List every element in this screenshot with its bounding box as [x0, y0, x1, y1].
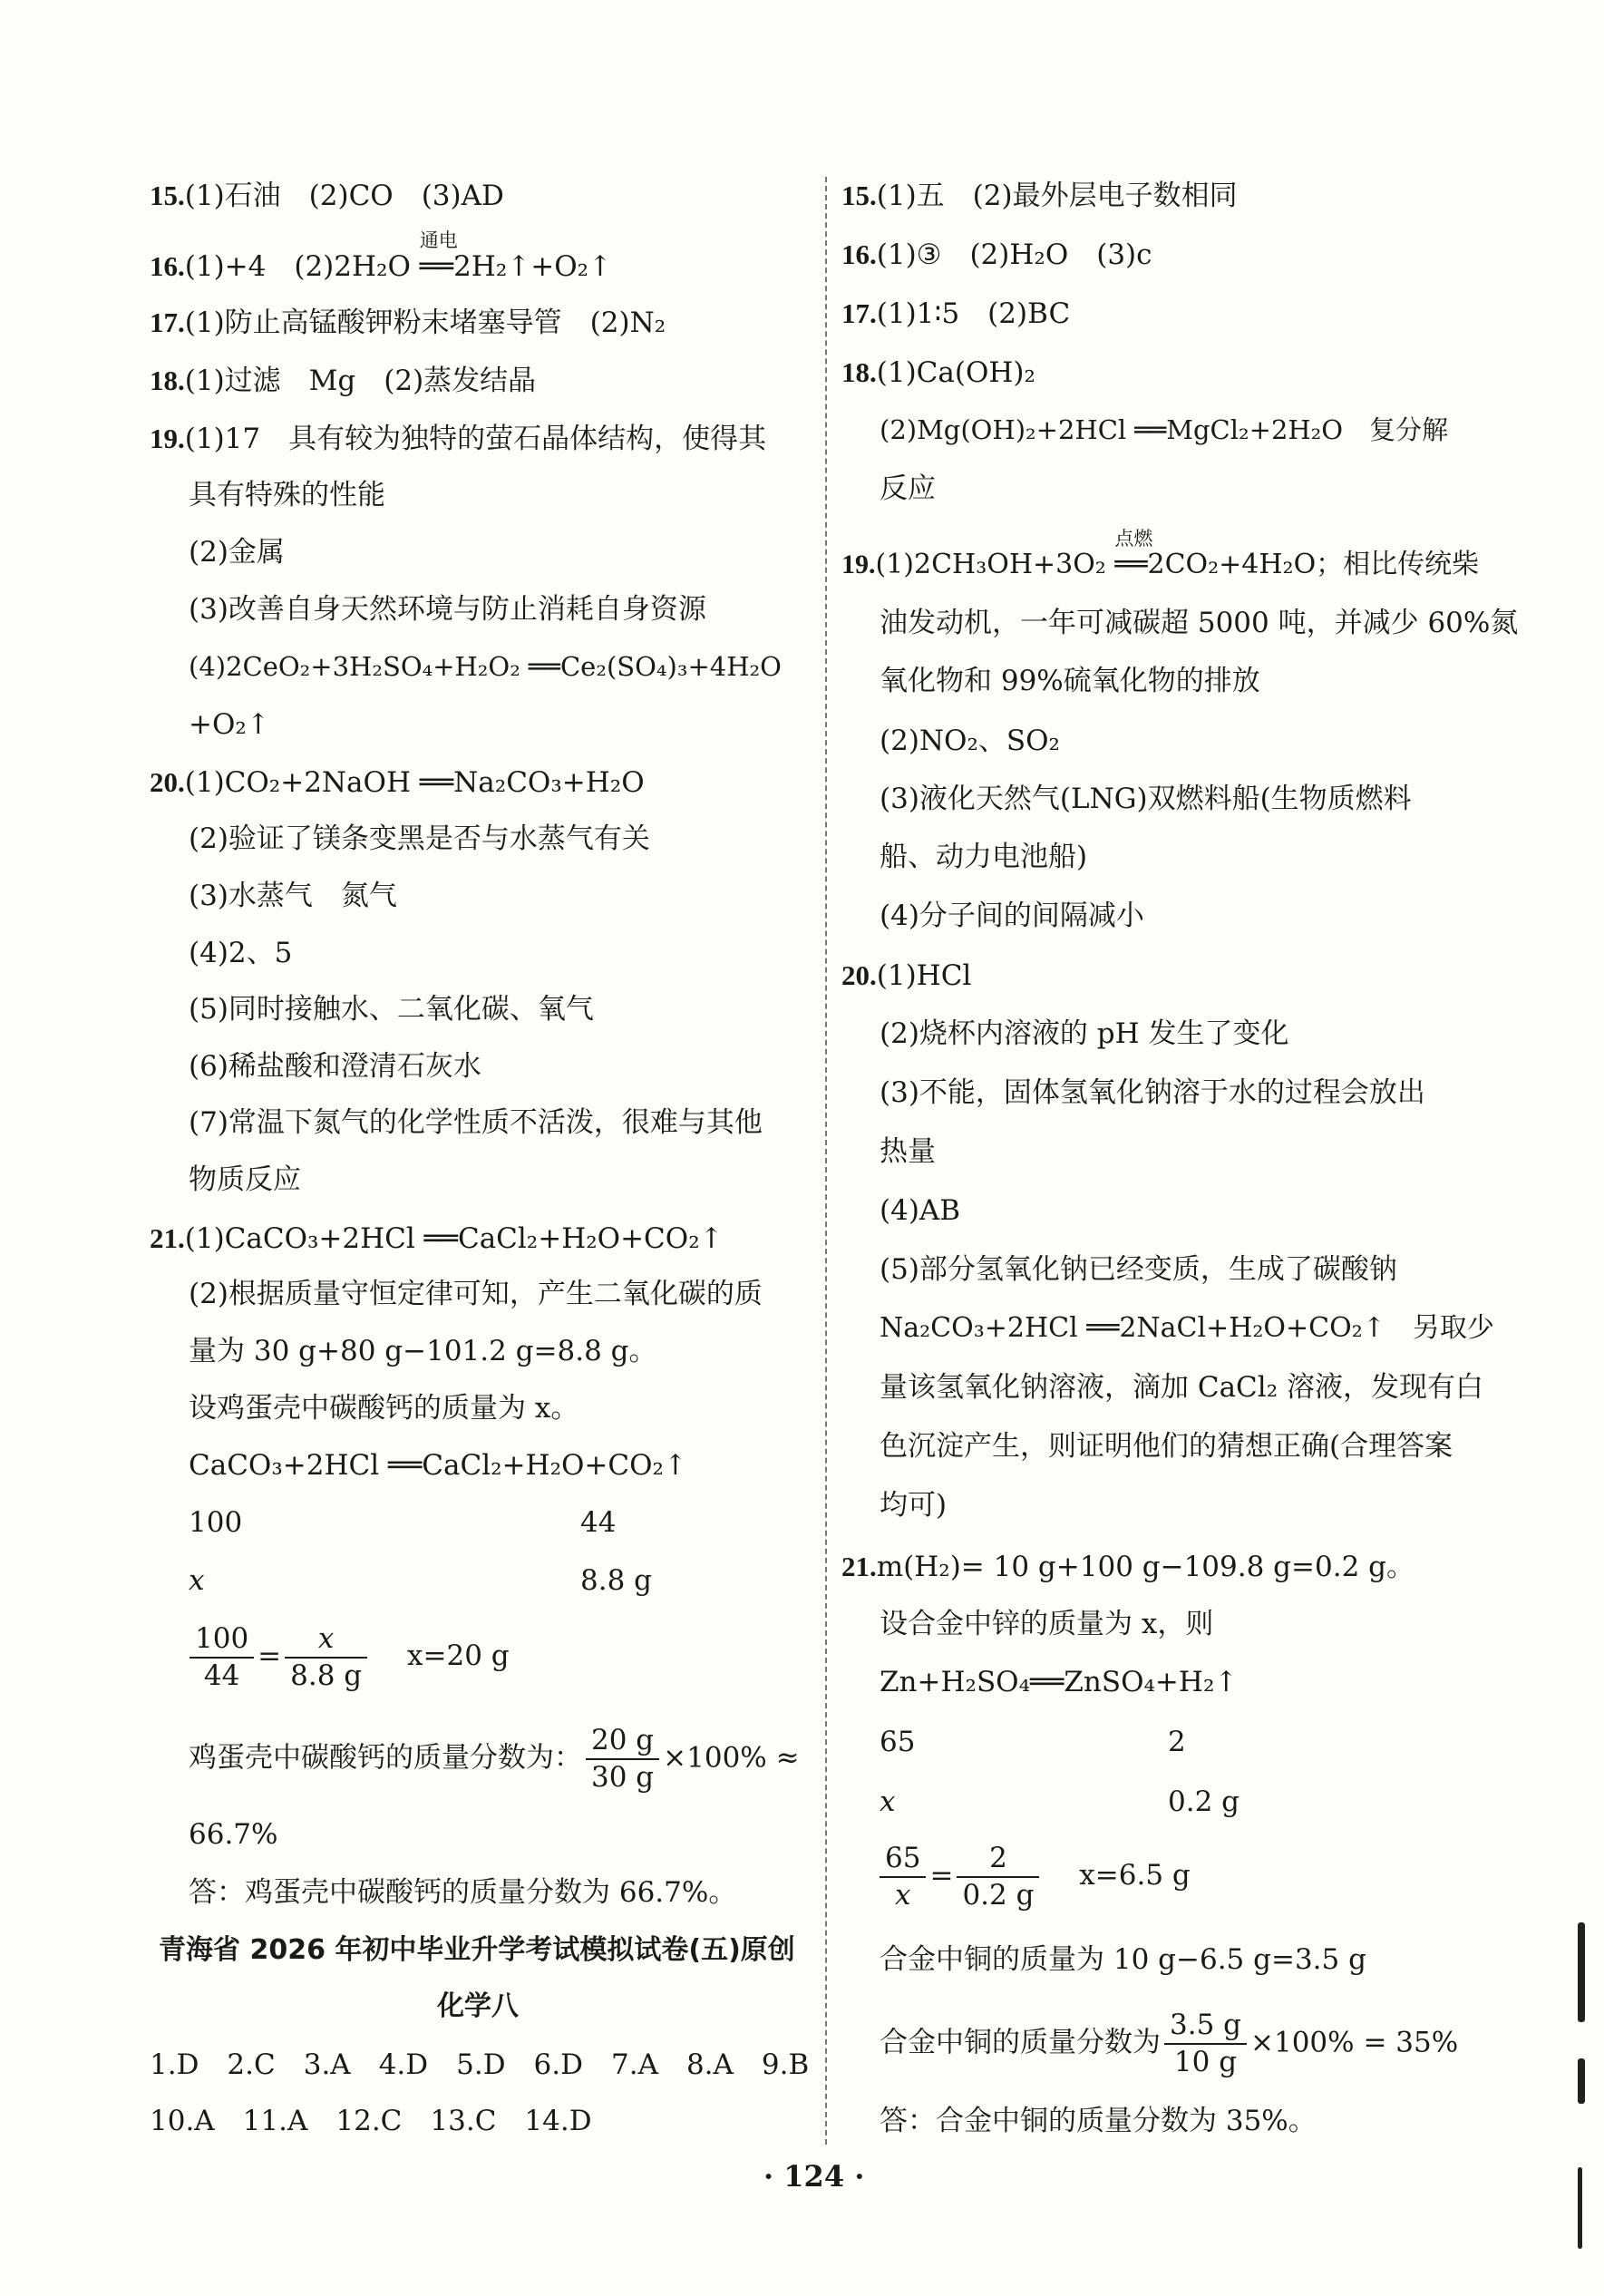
calc-mass-row-2b: 0.2 g: [1168, 1785, 1239, 1818]
left-line-1: [150, 229, 613, 283]
line-text: (1)Ca(OH)₂: [876, 356, 1035, 389]
right-line-18: (5)部分氢氧化钠已经变质，生成了碳酸钠: [880, 1253, 1397, 1286]
line-text: (1)五 (2)最外层电子数相同: [876, 180, 1238, 212]
denominator: 10 g: [1173, 2045, 1238, 2078]
right-line-13: [841, 961, 971, 990]
line-text: ×100% ≈: [663, 1741, 800, 1775]
scan-edge-mark: [1578, 1922, 1585, 2022]
right-line-17: (4)AB: [880, 1194, 961, 1227]
right-line-0: [841, 181, 1238, 210]
line-text: 鸡蛋壳中碳酸钙的质量分数为：: [189, 1741, 582, 1775]
denominator: 0.2 g: [962, 1878, 1035, 1912]
right-line-8: 氧化物和 99%硫氧化物的排放: [880, 665, 1260, 697]
line-text: 2CO₂+4H₂O；相比传统柴: [1147, 549, 1480, 580]
equals-sign: =: [258, 1639, 282, 1673]
question-number: 20.: [841, 959, 877, 991]
percentage-equation: [189, 1723, 800, 1795]
left-line-8: (4)2CeO₂+3H₂SO₄+H₂O₂ ══Ce₂(SO₄)₃+4H₂O: [189, 651, 782, 682]
fraction: [190, 1621, 254, 1694]
calc-mass-row-2b: 8.8 g: [580, 1564, 652, 1597]
fraction: [586, 1723, 659, 1795]
left-line-4: [150, 424, 766, 453]
equals-sign: ══: [1114, 549, 1148, 580]
left-line-11: (2)验证了镁条变黑是否与水蒸气有关: [189, 822, 650, 855]
right-line-3: [841, 358, 1035, 387]
calc-mass-row-1a: 65: [880, 1726, 916, 1758]
question-number: 16.: [841, 238, 877, 270]
line-text: (1)CO₂+2NaOH ══Na₂CO₃+H₂O: [184, 766, 645, 799]
right-line-25: Zn+H₂SO₄══ZnSO₄+H₂↑: [880, 1666, 1239, 1698]
left-line-13: (4)2、5: [189, 937, 293, 969]
right-line-9: (2)NO₂、SO₂: [880, 725, 1060, 757]
denominator: 30 g: [591, 1760, 655, 1794]
equals-sign: =: [929, 1859, 954, 1892]
answer-text: 答：合金中铜的质量分数为 35%。: [880, 2105, 1317, 2137]
scan-edge-mark: [1578, 2058, 1585, 2104]
line-text: (1)+4 (2)2H₂O: [184, 250, 411, 283]
equals-sign: ══: [419, 250, 454, 283]
question-number: 21.: [841, 1551, 877, 1582]
line-text: ×100% = 35%: [1250, 2026, 1459, 2059]
right-line-2: [841, 299, 1070, 328]
line-text: (1)石油 (2)CO (3)AD: [184, 180, 504, 212]
line-text: (1)防止高锰酸钾粉末堵塞导管 (2)N₂: [184, 306, 666, 339]
left-line-5: 具有特殊的性能: [189, 479, 385, 511]
numerator: 3.5 g: [1164, 2008, 1247, 2045]
proportion-equation: [186, 1621, 510, 1694]
choice-answers-1: 1.D 2.C 3.A 4.D 5.D 6.D 7.A 8.A 9.B: [150, 2048, 810, 2081]
left-line-12: (3)水蒸气 氮气: [189, 880, 397, 912]
denominator: 8.8 g: [290, 1659, 363, 1692]
line-text: (1)CaCO₃+2HCl ══CaCl₂+H₂O+CO₂↑: [184, 1222, 724, 1255]
scan-edge-mark: [1578, 2167, 1582, 2249]
fraction: [285, 1621, 367, 1694]
right-line-16: 热量: [880, 1135, 936, 1168]
numerator: 100: [190, 1621, 254, 1659]
line-text: 合金中铜的质量分数为: [880, 2026, 1161, 2059]
fraction: [1164, 2008, 1247, 2080]
reaction-arrow: [419, 229, 458, 283]
left-line-0: [150, 181, 504, 210]
left-line-16: (7)常温下氮气的化学性质不活泼，很难与其他: [189, 1106, 763, 1139]
percentage-equation: [880, 2008, 1458, 2080]
proportion-equation: [876, 1841, 1191, 1913]
line-text: (1)HCl: [876, 959, 972, 992]
question-number: 17.: [150, 306, 185, 338]
numerator: 65: [880, 1841, 926, 1878]
calc-mass-row-1b: 2: [1168, 1726, 1186, 1758]
fraction: [880, 1841, 926, 1913]
right-line-11: 船、动力电池船): [880, 841, 1088, 873]
numerator: x: [285, 1621, 367, 1659]
question-number: 19.: [841, 550, 876, 579]
section-title: 青海省 2026 年初中毕业升学考试模拟试卷(五)原创: [159, 1934, 795, 1966]
line-text: (1)③ (2)H₂O (3)c: [876, 238, 1152, 271]
left-line-19: (2)根据质量守恒定律可知，产生二氧化碳的质: [189, 1278, 763, 1310]
numerator: 2: [957, 1841, 1039, 1878]
column-divider: [825, 177, 827, 2145]
page-number: · 124 ·: [763, 2159, 865, 2194]
left-line-18: [150, 1224, 724, 1253]
reaction-condition: 通电: [419, 229, 458, 251]
numerator: 20 g: [586, 1723, 659, 1760]
question-number: 20.: [150, 766, 185, 798]
left-line-17: 物质反应: [189, 1163, 301, 1196]
question-number: 18.: [150, 365, 185, 396]
line-text: m(H₂)= 10 g+100 g−109.8 g=0.2 g。: [876, 1551, 1415, 1583]
line-text: (1)17 具有较为独特的萤石晶体结构，使得其: [184, 423, 767, 455]
calc-mass-row-1a: 100: [189, 1506, 243, 1539]
question-number: 16.: [150, 250, 185, 282]
denominator: x: [894, 1878, 911, 1912]
question-number: 21.: [150, 1222, 185, 1254]
result-text: x=20 g: [407, 1639, 510, 1673]
right-line-4: (2)Mg(OH)₂+2HCl ══MgCl₂+2H₂O 复分解: [880, 414, 1449, 445]
copper-mass: 合金中铜的质量为 10 g−6.5 g=3.5 g: [880, 1943, 1366, 1976]
reaction-arrow: [1114, 528, 1153, 580]
right-line-1: [841, 240, 1152, 269]
right-line-23: [841, 1552, 1414, 1581]
left-line-6: (2)金属: [189, 536, 285, 569]
right-line-7: 油发动机，一年可减碳超 5000 吨，并减少 60%氮: [880, 607, 1519, 639]
section-subtitle: 化学八: [437, 1990, 519, 2022]
left-line-10: [150, 768, 645, 797]
fraction: [957, 1841, 1039, 1913]
denominator: 44: [203, 1659, 240, 1692]
choice-answers-2: 10.A 11.A 12.C 13.C 14.D: [150, 2105, 592, 2137]
left-line-2: [150, 308, 666, 337]
question-number: 18.: [841, 356, 877, 388]
reaction-condition: 点燃: [1114, 528, 1153, 550]
left-line-3: [150, 366, 536, 395]
calc-mass-row-2a: x: [189, 1564, 205, 1597]
right-line-5: 反应: [880, 472, 936, 505]
right-line-21: 色沉淀产生，则证明他们的猜想正确(合理答案: [880, 1430, 1453, 1463]
calc-mass-row-2a: x: [880, 1785, 896, 1818]
right-line-10: (3)液化天然气(LNG)双燃料船(生物质燃料: [880, 783, 1412, 815]
question-number: 15.: [841, 180, 877, 211]
right-line-22: 均可): [880, 1489, 948, 1522]
left-line-21: 设鸡蛋壳中碳酸钙的质量为 x。: [189, 1392, 579, 1425]
line-text: 2H₂↑+O₂↑: [453, 250, 613, 283]
line-text: (1)过滤 Mg (2)蒸发结晶: [184, 365, 537, 397]
right-line-15: (3)不能，固体氢氧化钠溶于水的过程会放出: [880, 1076, 1425, 1109]
left-line-22: CaCO₃+2HCl ══CaCl₂+H₂O+CO₂↑: [189, 1449, 687, 1482]
right-line-6: [841, 528, 1480, 580]
percentage-value: 66.7%: [189, 1818, 278, 1851]
right-line-19: Na₂CO₃+2HCl ══2NaCl+H₂O+CO₂↑ 另取少: [880, 1312, 1494, 1344]
right-line-12: (4)分子间的间隔减小: [880, 900, 1144, 932]
left-line-15: (6)稀盐酸和澄清石灰水: [189, 1050, 481, 1083]
left-line-14: (5)同时接触水、二氧化碳、氧气: [189, 993, 594, 1026]
result-text: x=6.5 g: [1079, 1859, 1191, 1892]
line-text: (1)2CH₃OH+3O₂: [875, 549, 1106, 580]
left-line-7: (3)改善自身天然环境与防止消耗自身资源: [189, 593, 706, 626]
question-number: 17.: [841, 297, 877, 329]
answer-text: 答：鸡蛋壳中碳酸钙的质量分数为 66.7%。: [189, 1876, 737, 1909]
left-line-9: +O₂↑: [189, 708, 270, 741]
right-line-20: 量该氢氧化钠溶液，滴加 CaCl₂ 溶液，发现有白: [880, 1371, 1483, 1404]
question-number: 15.: [150, 180, 185, 211]
question-number: 19.: [150, 423, 185, 454]
right-line-24: 设合金中锌的质量为 x，则: [880, 1608, 1214, 1640]
line-text: (1)1∶5 (2)BC: [876, 297, 1071, 330]
right-line-14: (2)烧杯内溶液的 pH 发生了变化: [880, 1017, 1289, 1050]
calc-mass-row-1b: 44: [580, 1506, 617, 1539]
left-line-20: 量为 30 g+80 g−101.2 g=8.8 g。: [189, 1335, 657, 1367]
